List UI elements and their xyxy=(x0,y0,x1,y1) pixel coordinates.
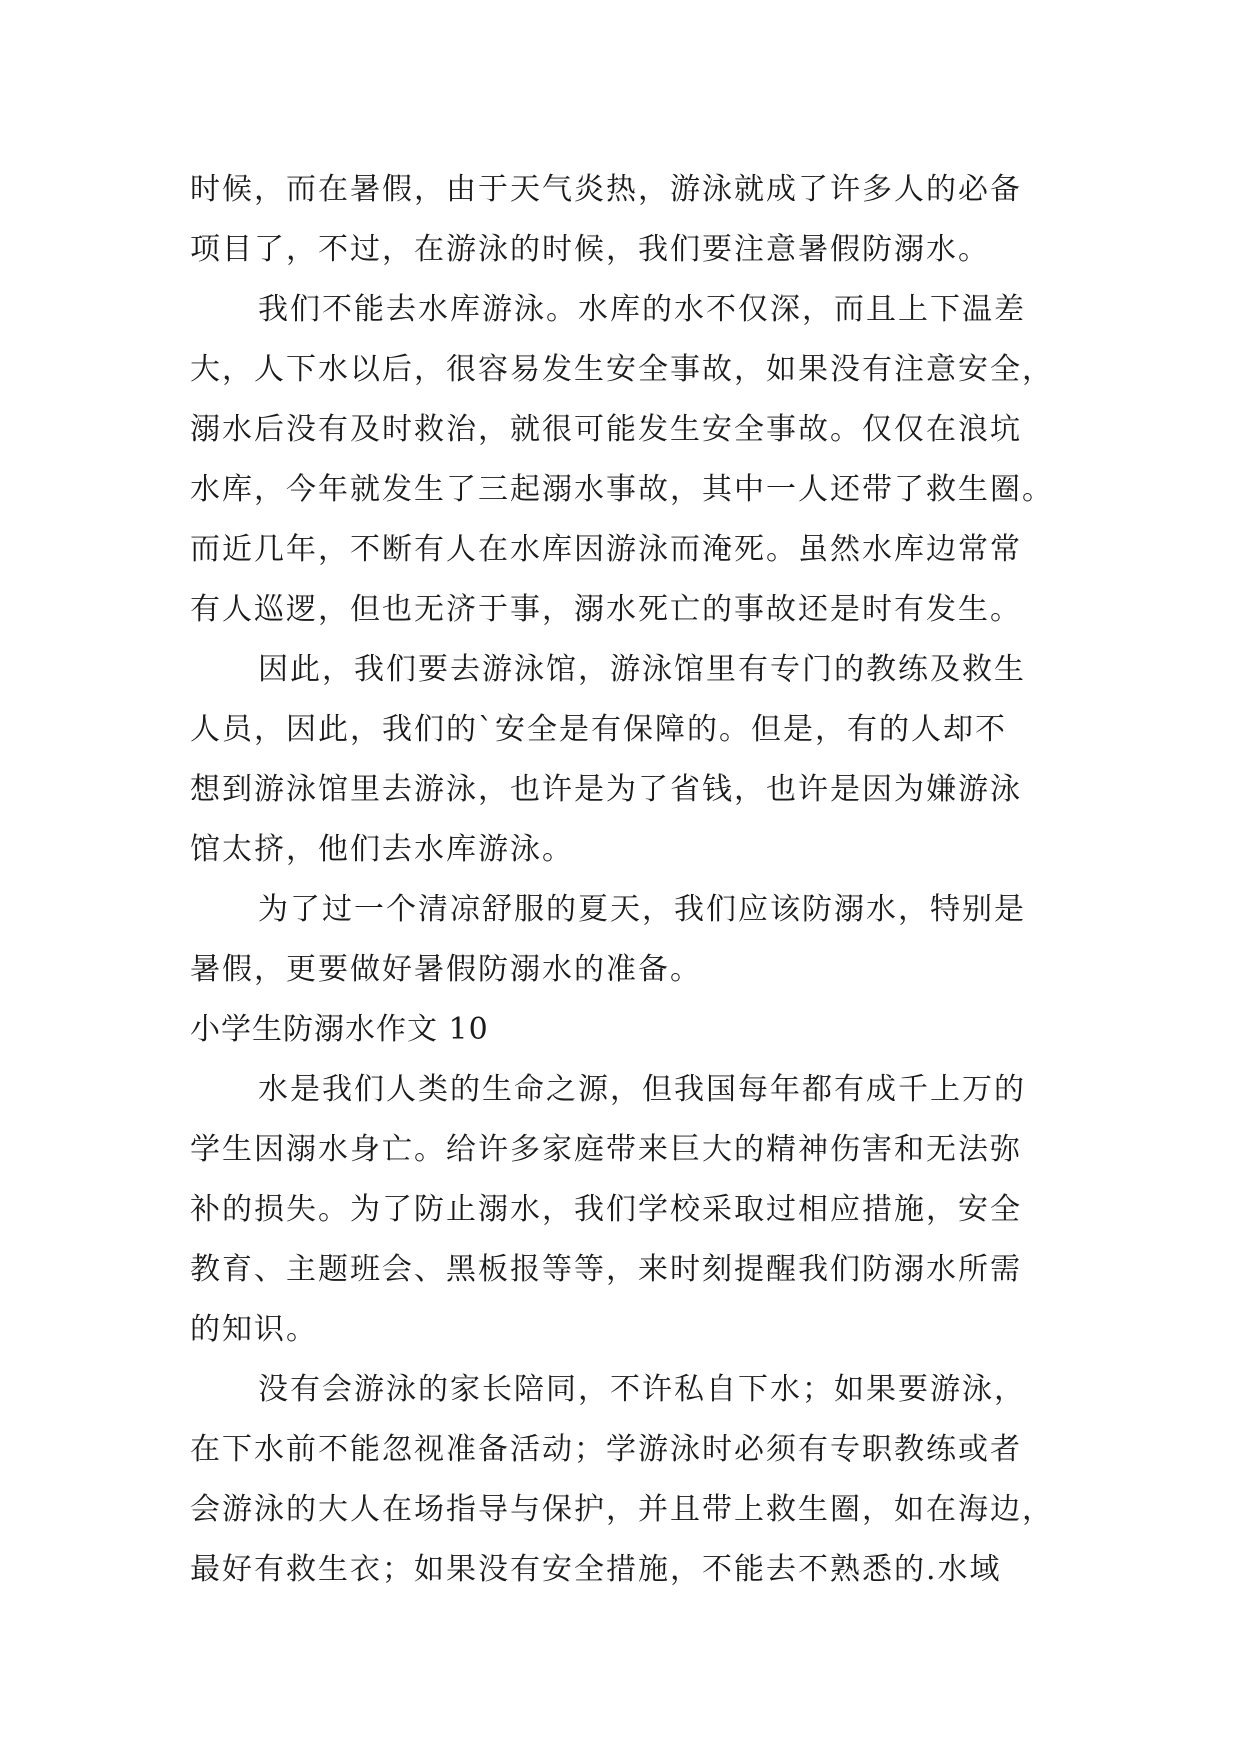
text-line: 大，人下水以后，很容易发生安全事故，如果没有注意安全， xyxy=(190,352,1054,387)
text-line: 没有会游泳的家长陪同，不许私自下水；如果要游泳， xyxy=(258,1372,1026,1407)
text-line: 在下水前不能忽视准备活动；学游泳时必须有专职教练或者 xyxy=(190,1432,1022,1467)
text-line: 最好有救生衣；如果没有安全措施，不能去不熟悉的.水域 xyxy=(190,1552,1002,1587)
section-paragraph-1 xyxy=(190,1060,1050,1360)
text-line: 因此，我们要去游泳馆，游泳馆里有专门的教练及救生 xyxy=(258,652,1026,687)
text-line: 水库，今年就发生了三起溺水事故，其中一人还带了救生圈。 xyxy=(190,472,1054,507)
paragraph-4 xyxy=(190,880,1050,1000)
text-line: 补的损失。为了防止溺水，我们学校采取过相应措施，安全 xyxy=(190,1192,1022,1227)
text-line: 暑假，更要做好暑假防溺水的准备。 xyxy=(190,952,702,987)
text-line: 项目了，不过，在游泳的时候，我们要注意暑假防溺水。 xyxy=(190,232,990,267)
text-line: 人员，因此，我们的`安全是有保障的。但是，有的人却不 xyxy=(190,712,1007,747)
text-line: 想到游泳馆里去游泳，也许是为了省钱，也许是因为嫌游泳 xyxy=(190,772,1022,807)
text-line: 有人巡逻，但也无济于事，溺水死亡的事故还是时有发生。 xyxy=(190,592,1022,627)
text-line: 教育、主题班会、黑板报等等，来时刻提醒我们防溺水所需 xyxy=(190,1252,1022,1287)
text-line: 而近几年，不断有人在水库因游泳而淹死。虽然水库边常常 xyxy=(190,532,1022,567)
text-line: 溺水后没有及时救治，就很可能发生安全事故。仅仅在浪坑 xyxy=(190,412,1022,447)
paragraph-2 xyxy=(190,280,1054,640)
text-line: 的知识。 xyxy=(190,1312,318,1347)
text-line: 馆太挤，他们去水库游泳。 xyxy=(190,832,574,867)
document-page xyxy=(190,160,1054,1600)
text-line: 学生因溺水身亡。给许多家庭带来巨大的精神伤害和无法弥 xyxy=(190,1132,1022,1167)
text-line: 为了过一个清凉舒服的夏天，我们应该防溺水，特别是 xyxy=(258,892,1026,927)
paragraph-3 xyxy=(190,640,1050,880)
text-line: 会游泳的大人在场指导与保护，并且带上救生圈，如在海边， xyxy=(190,1492,1054,1527)
text-line: 水是我们人类的生命之源，但我国每年都有成千上万的 xyxy=(258,1072,1026,1107)
section-paragraph-2 xyxy=(190,1360,1054,1600)
text-line: 时候，而在暑假，由于天气炎热，游泳就成了许多人的必备 xyxy=(190,172,1022,207)
section-title: 小学生防溺水作文 10 xyxy=(190,1012,489,1047)
text-line: 我们不能去水库游泳。水库的水不仅深，而且上下温差 xyxy=(258,292,1026,327)
paragraph-1 xyxy=(190,160,1050,280)
